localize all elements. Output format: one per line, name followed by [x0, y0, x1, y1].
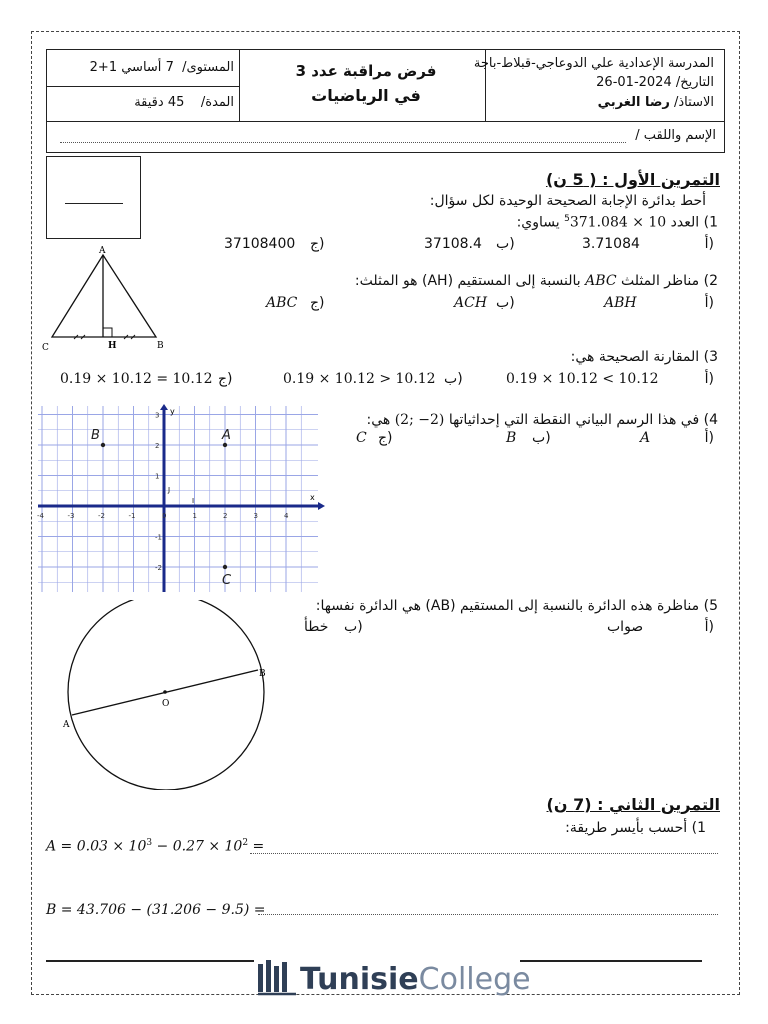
answer-b-field[interactable]: [258, 913, 718, 915]
teacher-line: الاستاذ/ رضا الغربي: [597, 95, 714, 110]
q2-stem: 2) مناظر المثلث ABC بالنسبة إلى المستقيم (AH) هو المثلث:: [354, 273, 718, 289]
x-tick-label: 2: [223, 512, 228, 520]
center-point: [163, 690, 167, 694]
ex1-title: التمرين الأول : ( 5 ن): [545, 170, 720, 189]
q3-option-c-label: ج): [218, 371, 233, 387]
label-H: H: [108, 341, 117, 351]
exam-title: فرض مراقبة عدد 3: [295, 62, 437, 80]
q2-option-a-label: أ): [704, 295, 714, 311]
q4-option-b-label: ب): [532, 430, 551, 446]
point-label-B: B: [91, 428, 100, 443]
expr-a: $A = 0.03 \times 10^3 - 0.27 \times 10^2$ =: [46, 838, 265, 855]
label-A: A: [63, 720, 70, 730]
x-tick-label: -3: [67, 512, 75, 520]
right-angle-mark: [103, 328, 112, 337]
tick-labels: [37, 404, 315, 594]
x-axis-label: x: [310, 493, 315, 502]
level-line: المستوى/ 7 أساسي 1+2: [89, 60, 234, 75]
triangle-figure: [40, 244, 170, 356]
q1-option-c-label: ج): [310, 236, 325, 252]
level-value: 7 أساسي 1+2: [89, 60, 174, 75]
footer-rule-right: [520, 960, 702, 962]
q5-option-b-label: ب): [344, 619, 363, 635]
label-C: C: [42, 343, 49, 353]
name-label: الإسم واللقب /: [635, 128, 716, 143]
q1-option-a-label: أ): [704, 236, 714, 252]
date-value: 2024-01-26: [596, 75, 672, 90]
q4-option-c[interactable]: C: [356, 430, 367, 446]
grade-box: [46, 156, 141, 239]
q4-option-c-label: ج): [378, 430, 393, 446]
ex2-q1: 1) أحسب بأيسر طريقة:: [565, 820, 706, 836]
q2-option-b-label: ب): [496, 295, 515, 311]
header-row-divider: [47, 86, 239, 87]
label-B: B: [157, 341, 164, 351]
coordinate-graph: [36, 404, 326, 594]
q3-option-c[interactable]: 0.19 × 10.12 = 10.12: [60, 371, 213, 387]
q3-stem: 3) المقارنة الصحيحة هي:: [570, 349, 718, 365]
y-tick-label: -1: [155, 533, 162, 542]
unit-j-label: J: [168, 486, 171, 494]
name-field[interactable]: [60, 141, 626, 143]
q5-stem: 5) مناظرة هذه الدائرة بالنسبة إلى المستقيم (AB) هي الدائرة نفسها:: [315, 598, 718, 614]
point-label-A: A: [222, 428, 231, 443]
grid-lines: [38, 406, 318, 594]
q3-option-b-label: ب): [444, 371, 463, 387]
point-label-C: C: [222, 573, 232, 588]
school-name: المدرسة الإعدادية علي الدوعاجي-قبلاط-باجة: [473, 56, 714, 71]
x-tick-label: 3: [253, 512, 258, 520]
unit-i-label: I: [192, 497, 195, 505]
q3-option-a-label: أ): [704, 371, 714, 387]
x-tick-label: -2: [98, 512, 105, 520]
x-tick-label: 1: [192, 512, 197, 520]
q5-option-a-label: أ): [704, 619, 714, 635]
header-col-divider: [239, 50, 240, 121]
ex1-instruction: أحط بدائرة الإجابة الصحيحة الوحيدة لكل سؤال:: [429, 193, 706, 209]
q1-option-a[interactable]: 3.71084: [582, 236, 640, 252]
label-B: B: [259, 669, 266, 679]
q4-option-a-label: أ): [704, 430, 714, 446]
y-tick-label: 3: [155, 411, 160, 420]
axes: [38, 404, 325, 592]
label-O: O: [162, 699, 170, 709]
y-axis-label: y: [170, 407, 175, 416]
book-logo-icon: [256, 958, 298, 998]
expr-b: B = 43.706 − (31.206 − 9.5) =: [46, 902, 266, 918]
q2-option-c-label: ج): [310, 295, 325, 311]
footer-brand: TunisieCollege: [300, 962, 531, 997]
q3-option-a[interactable]: 0.19 × 10.12 < 10.12: [506, 371, 659, 387]
point-C: [223, 565, 227, 569]
y-axis-arrow: [160, 404, 168, 410]
q4-option-a[interactable]: A: [640, 430, 651, 446]
grade-line: [65, 203, 123, 204]
circle-o: [68, 600, 264, 790]
q1-option-b-label: ب): [496, 236, 515, 252]
header-name-divider: [47, 121, 724, 122]
q2-option-c[interactable]: ABC: [266, 295, 298, 311]
duration-line: المدة/ 45 دقيقة: [134, 95, 234, 110]
y-tick-label: 1: [155, 472, 160, 481]
q3-option-b[interactable]: 0.19 × 10.12 > 10.12: [283, 371, 436, 387]
x-tick-label: -1: [128, 512, 136, 520]
x-tick-label: 0: [162, 512, 167, 520]
footer-rule-left: [46, 960, 254, 962]
y-tick-label: 2: [155, 442, 160, 450]
q4-stem: 4) في هذا الرسم البياني النقطة التي إحداثياتها (2; −2) هي:: [366, 412, 718, 428]
y-tick-label: -2: [155, 564, 162, 572]
q5-option-a[interactable]: صواب: [607, 619, 644, 635]
label-A: A: [99, 246, 106, 256]
exam-subject: في الرياضيات: [311, 86, 421, 105]
teacher-name: رضا الغربي: [597, 95, 670, 110]
q5-option-b[interactable]: خطأ: [304, 619, 329, 635]
q1-option-c[interactable]: 37108400: [224, 236, 296, 252]
duration-value: 45 دقيقة: [134, 95, 185, 110]
date-line: التاريخ/ 2024-01-26: [596, 75, 714, 90]
q1-stem: 1) العدد $371.084 \times 10^5$ يساوي:: [516, 214, 718, 231]
ex2-title: التمرين الثاني : (7 ن): [546, 795, 720, 814]
x-tick-label: 4: [284, 512, 289, 520]
point-A: [223, 443, 227, 447]
q2-option-b[interactable]: ACH: [454, 295, 488, 311]
q1-option-b[interactable]: 37108.4: [424, 236, 482, 252]
answer-a-field[interactable]: [250, 852, 718, 854]
x-tick-label: -4: [37, 512, 44, 520]
q2-option-a[interactable]: ABH: [604, 295, 637, 311]
x-axis-arrow: [318, 502, 325, 510]
triangle-abc: [52, 255, 156, 337]
point-B: [101, 443, 105, 447]
circle-figure: [56, 600, 276, 790]
q4-option-b[interactable]: B: [506, 430, 517, 446]
